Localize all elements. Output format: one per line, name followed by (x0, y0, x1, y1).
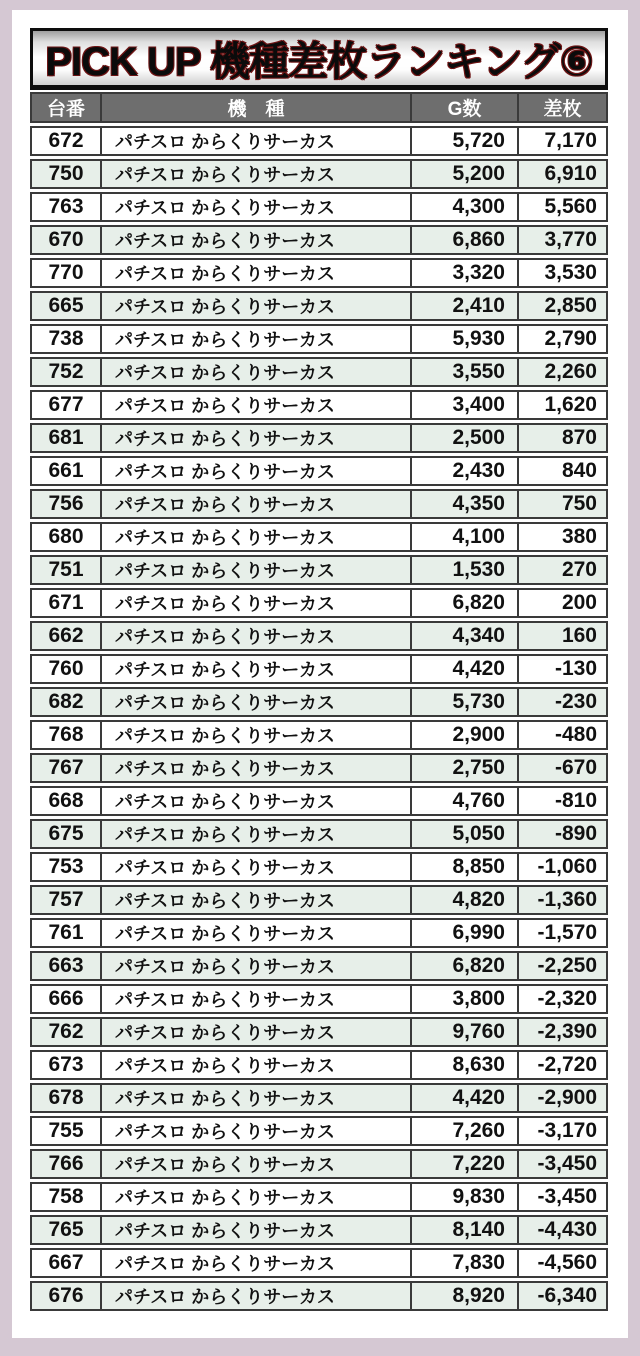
diff-count-cell: 160 (517, 623, 606, 649)
g-count-cell: 5,720 (410, 128, 517, 154)
machine-number-cell: 738 (48, 327, 84, 350)
g-count-cell: 4,300 (410, 194, 517, 220)
table-row (30, 951, 608, 981)
table-row (30, 1215, 608, 1245)
diff-count-cell: -4,560 (517, 1250, 606, 1276)
diff-count-cell: 750 (517, 491, 606, 517)
g-count-cell: 4,820 (410, 887, 517, 913)
g-count-cell: 9,830 (410, 1184, 517, 1210)
machine-number-cell: 752 (48, 360, 84, 383)
machine-number-cell: 677 (48, 393, 84, 416)
ranking-title: PICK UP 機種差枚ランキング⑥ (30, 28, 608, 90)
table-row (30, 456, 608, 486)
machine-name-cell: パチスロ からくりサーカス (100, 293, 410, 319)
g-count-cell: 5,730 (410, 689, 517, 715)
table-header-row (30, 92, 608, 123)
machine-name-cell: パチスロ からくりサーカス (100, 194, 410, 220)
machine-number-cell: 760 (48, 657, 84, 680)
table-row (30, 1050, 608, 1080)
g-count-cell: 8,140 (410, 1217, 517, 1243)
table-row (30, 1017, 608, 1047)
machine-name-cell: パチスロ からくりサーカス (100, 524, 410, 550)
table-row (30, 819, 608, 849)
machine-name-cell: パチスロ からくりサーカス (100, 788, 410, 814)
table-row (30, 423, 608, 453)
diff-count-cell: 270 (517, 557, 606, 583)
machine-name-cell: パチスロ からくりサーカス (100, 1019, 410, 1045)
machine-number-cell: 758 (48, 1185, 84, 1208)
g-count-cell: 3,320 (410, 260, 517, 286)
diff-count-cell: 5,560 (517, 194, 606, 220)
machine-name-cell: パチスロ からくりサーカス (100, 590, 410, 616)
machine-name-cell: パチスロ からくりサーカス (100, 689, 410, 715)
machine-number-cell: 667 (48, 1251, 84, 1274)
machine-name-cell: パチスロ からくりサーカス (100, 1085, 410, 1111)
g-count-cell: 3,400 (410, 392, 517, 418)
machine-name-cell: パチスロ からくりサーカス (100, 854, 410, 880)
diff-count-cell: -2,320 (517, 986, 606, 1012)
machine-name-cell: パチスロ からくりサーカス (100, 821, 410, 847)
g-count-cell: 2,500 (410, 425, 517, 451)
table-row (30, 324, 608, 354)
diff-count-cell: 2,790 (517, 326, 606, 352)
diff-count-cell: -230 (517, 689, 606, 715)
table-row (30, 159, 608, 189)
machine-name-cell: パチスロ からくりサーカス (100, 1184, 410, 1210)
table-row (30, 1083, 608, 1113)
diff-count-cell: -810 (517, 788, 606, 814)
machine-name-cell: パチスロ からくりサーカス (100, 623, 410, 649)
machine-number-cell: 682 (48, 690, 84, 713)
diff-count-cell: -2,250 (517, 953, 606, 979)
header-machine-number: 台番 (46, 99, 85, 120)
machine-number-cell: 666 (48, 987, 84, 1010)
g-count-cell: 2,750 (410, 755, 517, 781)
table-row (30, 489, 608, 519)
ranking-card (12, 10, 628, 1338)
machine-number-cell: 762 (48, 1020, 84, 1043)
g-count-cell: 2,900 (410, 722, 517, 748)
table-body (30, 126, 608, 1311)
diff-count-cell: -890 (517, 821, 606, 847)
machine-name-cell: パチスロ からくりサーカス (100, 161, 410, 187)
machine-name-cell: パチスロ からくりサーカス (100, 920, 410, 946)
machine-number-cell: 753 (48, 855, 84, 878)
machine-number-cell: 681 (48, 426, 84, 449)
machine-number-cell: 767 (48, 756, 84, 779)
g-count-cell: 9,760 (410, 1019, 517, 1045)
table-row (30, 918, 608, 948)
table-row (30, 1281, 608, 1311)
diff-count-cell: 200 (517, 590, 606, 616)
header-machine-name: 機 種 (100, 94, 410, 121)
g-count-cell: 3,800 (410, 986, 517, 1012)
machine-number-cell: 680 (48, 525, 84, 548)
diff-count-cell: -3,170 (517, 1118, 606, 1144)
g-count-cell: 5,930 (410, 326, 517, 352)
machine-number-cell: 673 (48, 1053, 84, 1076)
g-count-cell: 8,850 (410, 854, 517, 880)
table-row (30, 225, 608, 255)
machine-name-cell: パチスロ からくりサーカス (100, 1217, 410, 1243)
machine-name-cell: パチスロ からくりサーカス (100, 1283, 410, 1309)
g-count-cell: 4,340 (410, 623, 517, 649)
table-row (30, 588, 608, 618)
machine-number-cell: 676 (48, 1284, 84, 1307)
machine-number-cell: 770 (48, 261, 84, 284)
table-row (30, 390, 608, 420)
machine-name-cell: パチスロ からくりサーカス (100, 722, 410, 748)
table-row (30, 522, 608, 552)
machine-number-cell: 761 (48, 921, 84, 944)
machine-number-cell: 763 (48, 195, 84, 218)
machine-name-cell: パチスロ からくりサーカス (100, 260, 410, 286)
table-row (30, 555, 608, 585)
header-diff-count: 差枚 (517, 94, 606, 121)
machine-number-cell: 755 (48, 1119, 84, 1142)
g-count-cell: 7,260 (410, 1118, 517, 1144)
machine-name-cell: パチスロ からくりサーカス (100, 1151, 410, 1177)
table-row (30, 753, 608, 783)
machine-name-cell: パチスロ からくりサーカス (100, 557, 410, 583)
diff-count-cell: -3,450 (517, 1151, 606, 1177)
machine-number-cell: 670 (48, 228, 84, 251)
machine-number-cell: 661 (48, 459, 84, 482)
diff-count-cell: -1,060 (517, 854, 606, 880)
machine-number-cell: 665 (48, 294, 84, 317)
machine-number-cell: 672 (48, 129, 84, 152)
machine-name-cell: パチスロ からくりサーカス (100, 392, 410, 418)
diff-count-cell: 840 (517, 458, 606, 484)
diff-count-cell: 2,850 (517, 293, 606, 319)
table-row (30, 291, 608, 321)
ranking-content (30, 28, 608, 1314)
diff-count-cell: 870 (517, 425, 606, 451)
diff-count-cell: -480 (517, 722, 606, 748)
machine-number-cell: 671 (48, 591, 84, 614)
diff-count-cell: 2,260 (517, 359, 606, 385)
diff-count-cell: 7,170 (517, 128, 606, 154)
g-count-cell: 7,830 (410, 1250, 517, 1276)
machine-number-cell: 662 (48, 624, 84, 647)
diff-count-cell: 380 (517, 524, 606, 550)
machine-number-cell: 668 (48, 789, 84, 812)
diff-count-cell: -2,390 (517, 1019, 606, 1045)
g-count-cell: 5,200 (410, 161, 517, 187)
table-row (30, 357, 608, 387)
machine-number-cell: 766 (48, 1152, 84, 1175)
diff-count-cell: -130 (517, 656, 606, 682)
machine-number-cell: 663 (48, 954, 84, 977)
g-count-cell: 1,530 (410, 557, 517, 583)
g-count-cell: 2,410 (410, 293, 517, 319)
machine-number-cell: 751 (48, 558, 84, 581)
g-count-cell: 5,050 (410, 821, 517, 847)
machine-number-cell: 768 (48, 723, 84, 746)
machine-name-cell: パチスロ からくりサーカス (100, 458, 410, 484)
g-count-cell: 6,860 (410, 227, 517, 253)
diff-count-cell: -670 (517, 755, 606, 781)
machine-name-cell: パチスロ からくりサーカス (100, 953, 410, 979)
machine-name-cell: パチスロ からくりサーカス (100, 227, 410, 253)
machine-number-cell: 765 (48, 1218, 84, 1241)
table-row (30, 885, 608, 915)
g-count-cell: 4,420 (410, 656, 517, 682)
table-row (30, 126, 608, 156)
diff-count-cell: 6,910 (517, 161, 606, 187)
machine-name-cell: パチスロ からくりサーカス (100, 656, 410, 682)
g-count-cell: 4,420 (410, 1085, 517, 1111)
g-count-cell: 6,820 (410, 953, 517, 979)
table-row (30, 192, 608, 222)
g-count-cell: 6,990 (410, 920, 517, 946)
machine-name-cell: パチスロ からくりサーカス (100, 128, 410, 154)
g-count-cell: 4,100 (410, 524, 517, 550)
diff-count-cell: 1,620 (517, 392, 606, 418)
g-count-cell: 4,350 (410, 491, 517, 517)
machine-name-cell: パチスロ からくりサーカス (100, 1250, 410, 1276)
table-row (30, 720, 608, 750)
machine-name-cell: パチスロ からくりサーカス (100, 1118, 410, 1144)
g-count-cell: 2,430 (410, 458, 517, 484)
g-count-cell: 3,550 (410, 359, 517, 385)
machine-name-cell: パチスロ からくりサーカス (100, 755, 410, 781)
diff-count-cell: -1,360 (517, 887, 606, 913)
diff-count-cell: -4,430 (517, 1217, 606, 1243)
table-row (30, 1116, 608, 1146)
diff-count-cell: -3,450 (517, 1184, 606, 1210)
table-row (30, 1182, 608, 1212)
table-row (30, 852, 608, 882)
machine-name-cell: パチスロ からくりサーカス (100, 425, 410, 451)
table-row (30, 984, 608, 1014)
machine-number-cell: 757 (48, 888, 84, 911)
g-count-cell: 7,220 (410, 1151, 517, 1177)
diff-count-cell: 3,770 (517, 227, 606, 253)
diff-count-cell: -1,570 (517, 920, 606, 946)
table-row (30, 687, 608, 717)
machine-name-cell: パチスロ からくりサーカス (100, 491, 410, 517)
table-row (30, 1248, 608, 1278)
table-row (30, 258, 608, 288)
g-count-cell: 4,760 (410, 788, 517, 814)
machine-number-cell: 678 (48, 1086, 84, 1109)
machine-name-cell: パチスロ からくりサーカス (100, 326, 410, 352)
machine-name-cell: パチスロ からくりサーカス (100, 359, 410, 385)
machine-name-cell: パチスロ からくりサーカス (100, 887, 410, 913)
diff-count-cell: -2,900 (517, 1085, 606, 1111)
machine-name-cell: パチスロ からくりサーカス (100, 986, 410, 1012)
g-count-cell: 6,820 (410, 590, 517, 616)
g-count-cell: 8,920 (410, 1283, 517, 1309)
table-row (30, 654, 608, 684)
machine-number-cell: 675 (48, 822, 84, 845)
diff-count-cell: -6,340 (517, 1283, 606, 1309)
table-row (30, 1149, 608, 1179)
header-g-count: G数 (410, 94, 517, 121)
machine-name-cell: パチスロ からくりサーカス (100, 1052, 410, 1078)
table-row (30, 786, 608, 816)
table-row (30, 621, 608, 651)
diff-count-cell: -2,720 (517, 1052, 606, 1078)
machine-number-cell: 756 (48, 492, 84, 515)
g-count-cell: 8,630 (410, 1052, 517, 1078)
diff-count-cell: 3,530 (517, 260, 606, 286)
machine-number-cell: 750 (48, 162, 84, 185)
